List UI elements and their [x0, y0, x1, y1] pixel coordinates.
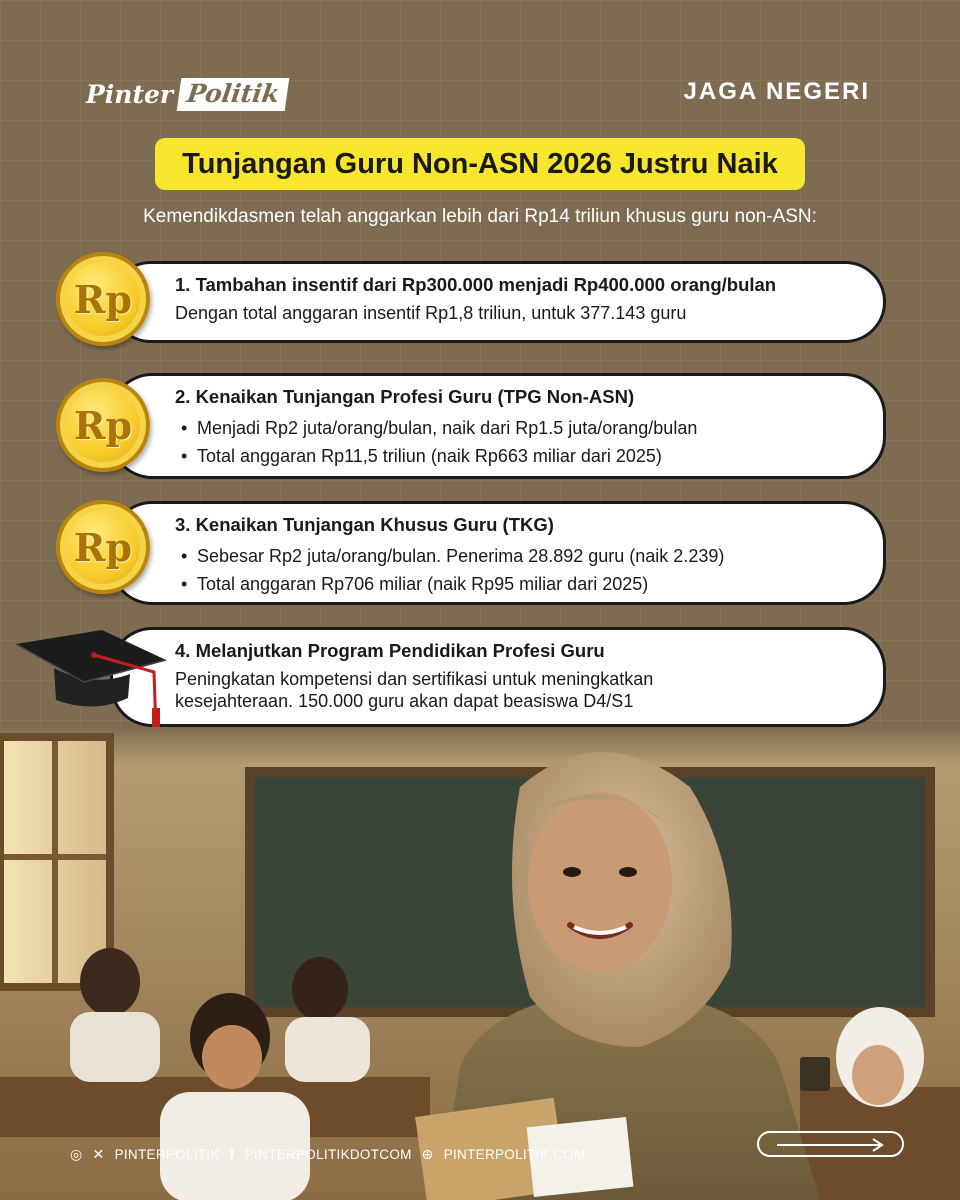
bullet-dot: • [181, 546, 188, 566]
logo-word-2: Politik [177, 78, 290, 111]
graduation-cap-icon [14, 628, 170, 738]
classroom-photo [0, 727, 960, 1200]
facebook-icon[interactable]: f [229, 1146, 235, 1162]
social-footer [70, 1144, 585, 1164]
card-title: 3. Kenaikan Tunjangan Khusus Guru (TKG) [175, 514, 554, 535]
globe-icon[interactable]: ⊕ [421, 1145, 434, 1162]
rupiah-coin-icon [56, 500, 150, 594]
card-ppg [110, 627, 886, 727]
bullet-dot: • [181, 418, 188, 438]
coin-label: Rp [73, 276, 133, 322]
coin-label: Rp [73, 402, 133, 448]
social-handle[interactable]: PINTERPOLITIK [114, 1146, 220, 1162]
bullet-text: Total anggaran Rp706 miliar (naik Rp95 miliar dari 2025) [197, 574, 649, 594]
bullet-item [175, 414, 859, 442]
instagram-icon[interactable]: ◎ [70, 1145, 83, 1162]
bullet-text: Menjadi Rp2 juta/orang/bulan, naik dari Rp1.5 juta/orang/bulan [197, 418, 698, 438]
bullet-item [175, 570, 859, 598]
arrow-right-icon [777, 1138, 887, 1152]
card-text-line: kesejahteraan. 150.000 guru akan dapat beasiswa D4/S1 [175, 691, 634, 711]
coin-label: Rp [73, 524, 133, 570]
card-tkg [110, 501, 886, 605]
headline: Tunjangan Guru Non-ASN 2026 Justru Naik [155, 138, 805, 190]
rupiah-coin-icon [56, 378, 150, 472]
next-arrow-button[interactable] [757, 1131, 904, 1157]
bullet-dot: • [181, 446, 188, 466]
card-title: 4. Melanjutkan Program Pendidikan Profesi Guru [175, 640, 605, 661]
card-title: 1. Tambahan insentif dari Rp300.000 menjadi Rp400.000 orang/bulan [175, 274, 777, 295]
tagline: JAGA NEGERI [683, 78, 870, 105]
subheadline: Kemendikdasmen telah anggarkan lebih dari Rp14 triliun khusus guru non-ASN: [143, 206, 817, 227]
card-title: 2. Kenaikan Tunjangan Profesi Guru (TPG Non-ASN) [175, 386, 635, 407]
bullet-list [175, 542, 859, 598]
rupiah-coin-icon [56, 252, 150, 346]
bullet-text: Total anggaran Rp11,5 triliun (naik Rp663 miliar dari 2025) [197, 446, 662, 466]
bullet-item [175, 542, 859, 570]
x-twitter-icon[interactable]: ✕ [92, 1145, 105, 1162]
pinterpolitik-logo [86, 74, 287, 114]
bullet-dot: • [181, 574, 188, 594]
bullet-item [175, 442, 859, 470]
card-incentive [110, 261, 886, 343]
card-text-line: Peningkatan kompetensi dan sertifikasi untuk meningkatkan [175, 669, 654, 689]
bullet-text: Sebesar Rp2 juta/orang/bulan. Penerima 28.892 guru (naik 2.239) [197, 546, 725, 566]
website-link[interactable]: PINTERPOLITIK.COM [443, 1146, 586, 1162]
card-text: Dengan total anggaran insentif Rp1,8 triliun, untuk 377.143 guru [175, 303, 687, 323]
logo-word-1: Pinter [86, 79, 174, 109]
card-tpg [110, 373, 886, 479]
facebook-handle[interactable]: PINTERPOLITIKDOTCOM [244, 1146, 412, 1162]
bullet-list [175, 414, 859, 470]
